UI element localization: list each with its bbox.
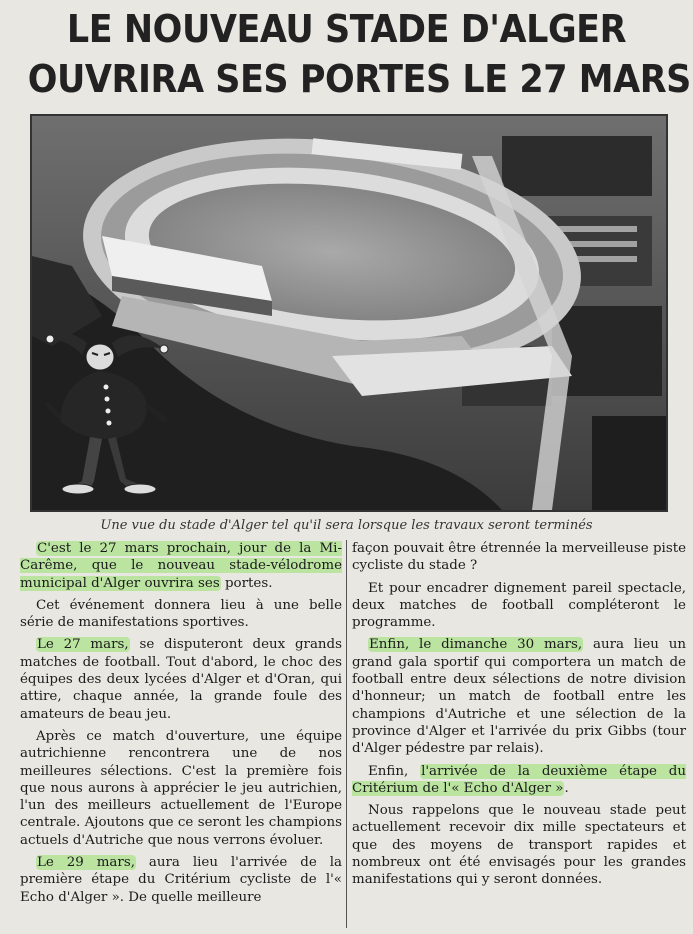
paragraph bbox=[352, 763, 686, 798]
photo-caption: Une vue du stade d'Alger tel qu'il sera lorsque les travaux seront terminés bbox=[100, 518, 593, 533]
paragraph bbox=[20, 540, 342, 592]
stadium-aerial-photo bbox=[30, 114, 668, 512]
paragraph: façon pouvait être étrennée la merveilleuse piste cycliste du stade ? bbox=[352, 541, 686, 574]
paragraph bbox=[352, 636, 686, 757]
article-column-left bbox=[20, 540, 342, 911]
paragraph-text: . bbox=[564, 780, 569, 796]
headline-line-1: LE NOUVEAU STADE D'ALGER bbox=[66, 7, 627, 51]
paragraph: Et pour encadrer dignement pareil spectacle, deux matches de football compléteront le programme. bbox=[352, 580, 686, 631]
paragraph-text: aura lieu l'arrivée de la première étape du Critérium cycliste de l'« Echo d'Alger ». De quelle meilleure bbox=[20, 855, 342, 905]
paragraph-text: portes. bbox=[220, 575, 273, 591]
highlighted-text: Le 29 mars, bbox=[37, 855, 135, 871]
paragraph: Après ce match d'ouverture, une équipe autrichienne rencontrera une de nos meilleures sélections. C'est la première fois que nous aurons à apprécier le jeu autrichien, l'un des meilleurs actuellement de l'Europe centrale. Ajoutons que ce seront les champions actuels d'Autriche que nous verrons évoluer. bbox=[20, 728, 342, 848]
paragraph bbox=[20, 636, 342, 722]
paragraph-text: Enfin, bbox=[368, 763, 421, 779]
article-column-right bbox=[352, 540, 686, 894]
paragraph bbox=[20, 854, 342, 906]
paragraph: Nous rappelons que le nouveau stade peut actuellement recevoir dix mille spectateurs et que des moyens de transport rapides et nombreux ont été envisagés pour les grandes manifestations qui y seront données. bbox=[352, 803, 686, 888]
highlighted-text: l'arrivée de la deuxième étape du Critérium de l'« Echo d'Alger » bbox=[352, 763, 686, 796]
column-divider bbox=[346, 540, 347, 928]
highlighted-text: Enfin, le dimanche 30 mars, bbox=[369, 637, 583, 653]
paragraph-text: aura lieu un grand gala sportif qui comportera un match de football entre deux sélections de notre division d'honneur; un match de football entre les champions d'Autriche et une sélection de la province d'Alger et l'arrivée du prix Gibbs (tour d'Alger pédestre par relais). bbox=[352, 637, 686, 757]
jester-figure-icon bbox=[42, 321, 182, 501]
highlighted-text: Le 27 mars, bbox=[37, 637, 129, 653]
paragraph: Cet événement donnera lieu à une belle série de manifestations sportives. bbox=[20, 597, 342, 631]
paragraph-text: se disputeront deux grands matches de football. Tout d'abord, le choc des équipes des deux lycées d'Alger et d'Oran, qui attire, chaque année, la grande foule des amateurs de beau jeu. bbox=[20, 637, 342, 722]
headline-line-2: OUVRIRA SES PORTES LE 27 MARS bbox=[27, 57, 691, 101]
highlighted-text: C'est le 27 mars prochain, jour de la Mi-Carême, que le nouveau stade-vélodrome municipal d'Alger ouvrira ses bbox=[20, 541, 342, 591]
